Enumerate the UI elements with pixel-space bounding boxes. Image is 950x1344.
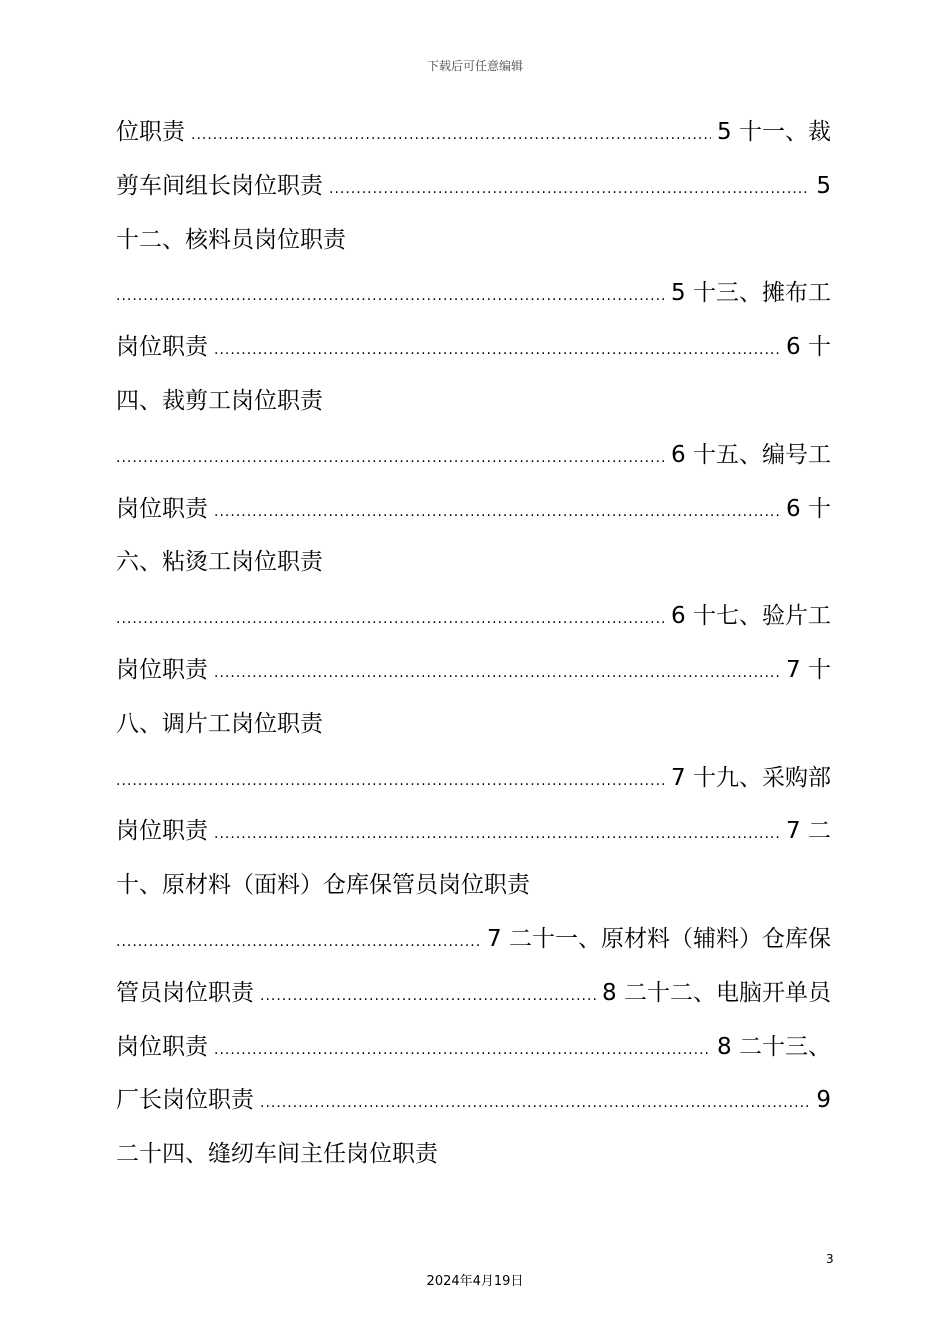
toc-leader-dots: [329, 163, 810, 214]
toc-entry-page: 8 二十二、电脑开单员: [602, 979, 831, 1006]
page-header: 下载后可任意编辑: [426, 59, 523, 73]
toc-line: [116, 967, 831, 1021]
page-number: 3: [826, 1252, 834, 1266]
toc-entry-title: 位职责: [116, 119, 185, 145]
toc-leader-dots: [116, 432, 665, 483]
toc-line: [116, 429, 831, 483]
toc-entry-title: 岗位职责: [116, 334, 208, 361]
toc-line: [116, 644, 831, 698]
toc-line: [116, 1021, 831, 1075]
toc-entry-page: 6 十: [786, 334, 831, 361]
toc-leader-dots: [116, 270, 665, 321]
toc-leader-dots: [260, 1077, 810, 1128]
toc-line: [116, 321, 831, 375]
toc-leader-dots: [214, 1024, 711, 1075]
table-of-contents: [116, 106, 831, 1182]
toc-entry-title: 岗位职责: [116, 1033, 208, 1060]
toc-line: [116, 1074, 831, 1128]
toc-entry-title: 六、粘烫工岗位职责: [116, 549, 323, 576]
toc-line: [116, 805, 831, 859]
toc-entry-title: 岗位职责: [116, 656, 208, 683]
toc-entry-title: 剪车间组长岗位职责: [116, 172, 323, 199]
toc-leader-dots: [116, 916, 481, 967]
toc-entry-title: 岗位职责: [116, 495, 208, 522]
toc-entry-title: 四、裁剪工岗位职责: [116, 387, 323, 414]
toc-line: [116, 160, 831, 214]
toc-entry-page: 9: [816, 1087, 831, 1114]
toc-entry-title: 十、原材料（面料）仓库保管员岗位职责: [116, 872, 530, 899]
page-footer-date: 2024年4月19日: [426, 1274, 524, 1289]
toc-leader-dots: [116, 755, 665, 806]
toc-entry-page: 5 十一、裁: [717, 119, 831, 145]
toc-leader-dots: [191, 109, 711, 160]
toc-entry-page: 6 十七、验片工: [671, 603, 831, 630]
toc-leader-dots: [214, 647, 780, 698]
toc-entry-page: 7 十九、采购部: [671, 764, 831, 791]
toc-line: [116, 752, 831, 806]
toc-entry-page: 7 二十一、原材料（辅料）仓库保: [487, 925, 831, 952]
toc-leader-dots: [116, 593, 665, 644]
toc-line: [116, 267, 831, 321]
toc-line: [116, 590, 831, 644]
toc-leader-dots: [214, 324, 780, 375]
toc-entry-title: 厂长岗位职责: [116, 1087, 254, 1114]
toc-entry-title: 岗位职责: [116, 818, 208, 845]
toc-entry-title: 八、调片工岗位职责: [116, 710, 323, 737]
toc-leader-dots: [260, 970, 596, 1021]
toc-leader-dots: [214, 808, 780, 859]
toc-entry-page: 5: [816, 172, 831, 199]
toc-line: [116, 913, 831, 967]
toc-line: [116, 106, 831, 160]
toc-entry-title: 管员岗位职责: [116, 979, 254, 1006]
toc-entry-page: 8 二十三、: [717, 1033, 831, 1060]
toc-entry-title: 十二、核料员岗位职责: [116, 226, 346, 253]
toc-entry-page: 6 十: [786, 495, 831, 522]
toc-entry-title: 二十四、缝纫车间主任岗位职责: [116, 1141, 438, 1168]
toc-entry-page: 5 十三、摊布工: [671, 280, 831, 307]
toc-entry-page: 7 二: [786, 818, 831, 845]
toc-entry-page: 7 十: [786, 656, 831, 683]
toc-entry-page: 6 十五、编号工: [671, 441, 831, 468]
toc-leader-dots: [214, 486, 780, 537]
toc-line: [116, 483, 831, 537]
